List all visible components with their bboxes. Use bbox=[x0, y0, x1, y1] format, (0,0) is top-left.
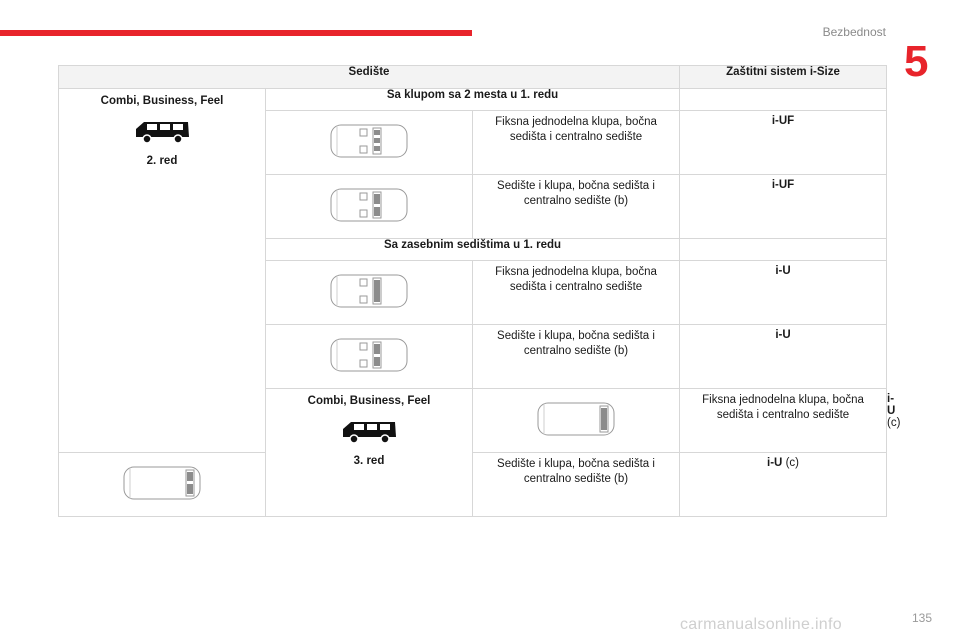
chapter-number: 5 bbox=[904, 37, 929, 86]
seat-description: Fiksna jednodelna klupa, bočna sedišta i centralno sedište bbox=[680, 389, 887, 453]
seat-plan-icon bbox=[329, 121, 409, 161]
seat-plan-icon bbox=[329, 335, 409, 375]
seat-description: Sedište i klupa, bočna sedišta i centralno sedište (b) bbox=[473, 453, 680, 517]
header-isize: Zaštitni sistem i-Size bbox=[680, 66, 887, 89]
seat-plan-icon bbox=[329, 185, 409, 225]
seat-compatibility-table bbox=[58, 65, 901, 517]
seat-plan-cell bbox=[266, 175, 473, 239]
seat-plan-icon bbox=[329, 271, 409, 311]
isize-value: i-U (c) bbox=[680, 453, 887, 517]
seat-plan-cell bbox=[473, 389, 680, 453]
subheader-row bbox=[59, 89, 887, 111]
seat-plan-cell bbox=[266, 261, 473, 325]
header-seat: Sedište bbox=[59, 66, 680, 89]
page-number: 135 bbox=[912, 611, 933, 625]
isize-value: i-U bbox=[680, 325, 887, 389]
group-label-3rd-row bbox=[266, 389, 473, 517]
isize-value: i-U bbox=[680, 261, 887, 325]
seat-plan-icon bbox=[536, 399, 616, 439]
seat-plan-icon bbox=[122, 463, 202, 503]
table-row: Combi, Business, Feel 3. red Fiksna jednodelna klupa, bočna sedišta i centralno sedište i-U (c) bbox=[59, 389, 887, 453]
section-title: Bezbednost bbox=[822, 25, 886, 39]
isize-value: i-UF bbox=[680, 111, 887, 175]
table-row bbox=[59, 453, 887, 517]
group-label-2nd-row bbox=[59, 89, 266, 453]
van-side-icon bbox=[133, 119, 191, 145]
seat-plan-cell bbox=[266, 325, 473, 389]
seat-description: Sedište i klupa, bočna sedišta i centralno sedište (b) bbox=[473, 175, 680, 239]
version-label: Combi, Business, Feel bbox=[100, 95, 224, 107]
seat-plan-cell bbox=[59, 453, 266, 517]
seat-description: Fiksna jednodelna klupa, bočna sedišta i centralno sedište bbox=[473, 261, 680, 325]
version-label: Combi, Business, Feel bbox=[307, 395, 431, 407]
watermark: carmanualsonline.info bbox=[680, 616, 842, 633]
van-side-icon bbox=[340, 419, 398, 445]
seat-description: Fiksna jednodelna klupa, bočna sedišta i centralno sedište bbox=[473, 111, 680, 175]
row-label: 2. red bbox=[146, 155, 178, 167]
subheader-separate: Sa zasebnim sedištima u 1. redu bbox=[266, 239, 680, 261]
seat-description: Sedište i klupa, bočna sedišta i centralno sedište (b) bbox=[473, 325, 680, 389]
table-header-row bbox=[59, 66, 887, 89]
row-label: 3. red bbox=[353, 455, 385, 467]
seat-plan-cell bbox=[266, 111, 473, 175]
isize-value: i-UF bbox=[680, 175, 887, 239]
accent-bar bbox=[0, 30, 472, 36]
subheader-bench: Sa klupom sa 2 mesta u 1. redu bbox=[266, 89, 680, 111]
